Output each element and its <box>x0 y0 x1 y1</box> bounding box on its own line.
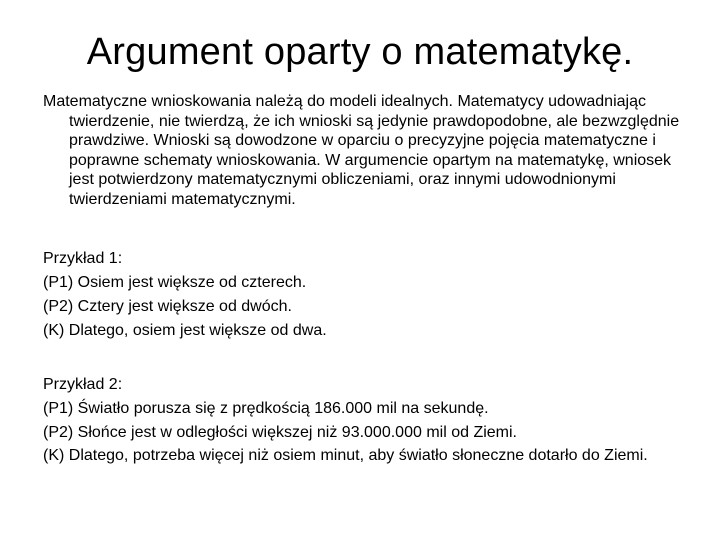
slide-title: Argument oparty o matematykę. <box>86 31 634 73</box>
example-1-premise-2: (P2) Cztery jest większe od dwóch. <box>43 298 292 315</box>
example-2-conclusion: (K) Dlatego, potrzeba więcej niż osiem minut, aby światło słoneczne dotarło do Ziemi. <box>43 447 648 464</box>
intro-paragraph: Matematyczne wnioskowania należą do modeli idealnych. Matematycy udowadniając twierdzenie, nie twierdzą, że ich wnioski są jedynie prawdopodobne, ale bezwzględnie prawdziwe. Wnioski są dowodzone w oparciu o precyzyjne pojęcia matematyczne i poprawne schematy wnioskowania. W argumencie opartym na matematykę, wniosek jest potwierdzony matematycznymi obliczeniami, oraz innymi udowodnionymi twierdzeniami matematycznymi. <box>43 93 680 208</box>
example-2-premise-1: (P1) Światło porusza się z prędkością 186.000 mil na sekundę. <box>43 400 489 417</box>
example-2-premise-2: (P2) Słońce jest w odległości większej niż 93.000.000 mil od Ziemi. <box>43 424 517 441</box>
example-1-heading: Przykład 1: <box>43 250 123 267</box>
example-2-heading: Przykład 2: <box>43 376 123 393</box>
example-1-conclusion: (K) Dlatego, osiem jest większe od dwa. <box>43 322 327 339</box>
example-1-premise-1: (P1) Osiem jest większe od czterech. <box>43 274 307 291</box>
example-1 <box>43 247 693 343</box>
example-2 <box>43 373 693 467</box>
slide-body <box>43 92 693 467</box>
